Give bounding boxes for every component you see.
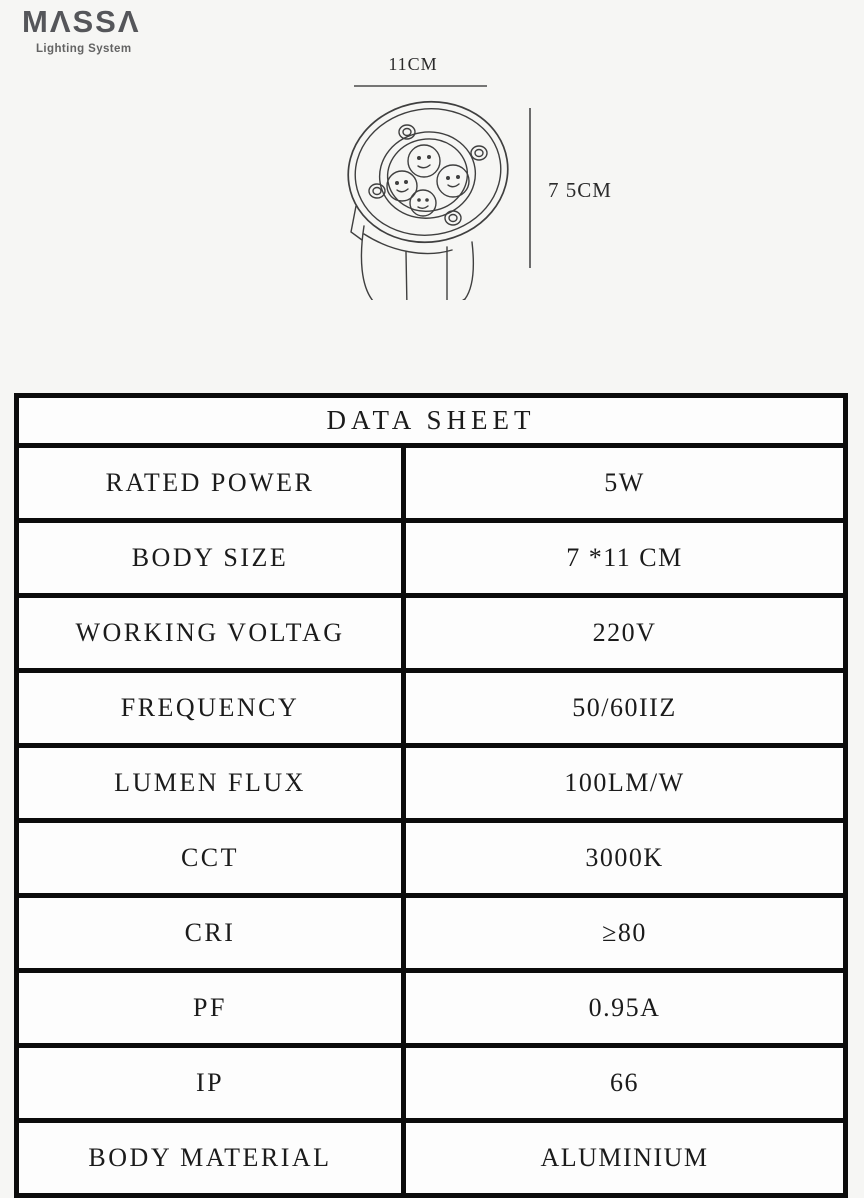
spec-label: LUMEN FLUX	[19, 748, 401, 818]
width-dimension-label: 11CM	[388, 54, 438, 74]
table-row	[19, 743, 843, 818]
spec-label: CCT	[19, 823, 401, 893]
table-title: DATA SHEET	[19, 398, 843, 443]
led-lenses	[387, 145, 469, 216]
table-body	[19, 443, 843, 1193]
spec-label: PF	[19, 973, 401, 1043]
fixture-sketch	[338, 90, 518, 300]
brand-logo	[22, 4, 141, 55]
table-row	[19, 968, 843, 1043]
brand-name: MΛSSΛ	[22, 4, 141, 39]
spec-value: 66	[406, 1048, 843, 1118]
table-row	[19, 818, 843, 893]
table-row	[19, 893, 843, 968]
spec-value: 7 *11 CM	[406, 523, 843, 593]
spec-value: 220V	[406, 598, 843, 668]
spec-value: 50/60IIZ	[406, 673, 843, 743]
table-row	[19, 593, 843, 668]
screw-holes	[369, 125, 487, 225]
spec-label: IP	[19, 1048, 401, 1118]
height-dimension-label: 7 5CM	[548, 178, 612, 202]
table-row	[19, 1118, 843, 1193]
spec-label: FREQUENCY	[19, 673, 401, 743]
table-row	[19, 518, 843, 593]
spec-label: WORKING VOLTAG	[19, 598, 401, 668]
spec-value: ≥80	[406, 898, 843, 968]
spec-value: 5W	[406, 448, 843, 518]
brand-tagline: Lighting System	[36, 43, 132, 55]
spec-label: BODY SIZE	[19, 523, 401, 593]
spec-label: CRI	[19, 898, 401, 968]
spec-label: BODY MATERIAL	[19, 1123, 401, 1193]
spec-value: ALUMINIUM	[406, 1123, 843, 1193]
spec-label: RATED POWER	[19, 448, 401, 518]
table-row	[19, 668, 843, 743]
table-row	[19, 443, 843, 518]
data-sheet-table	[14, 393, 848, 1198]
product-sketch-svg	[330, 40, 640, 300]
spec-value: 0.95A	[406, 973, 843, 1043]
table-row	[19, 1043, 843, 1118]
product-drawing	[330, 40, 640, 300]
spec-value: 3000K	[406, 823, 843, 893]
spec-value: 100LM/W	[406, 748, 843, 818]
